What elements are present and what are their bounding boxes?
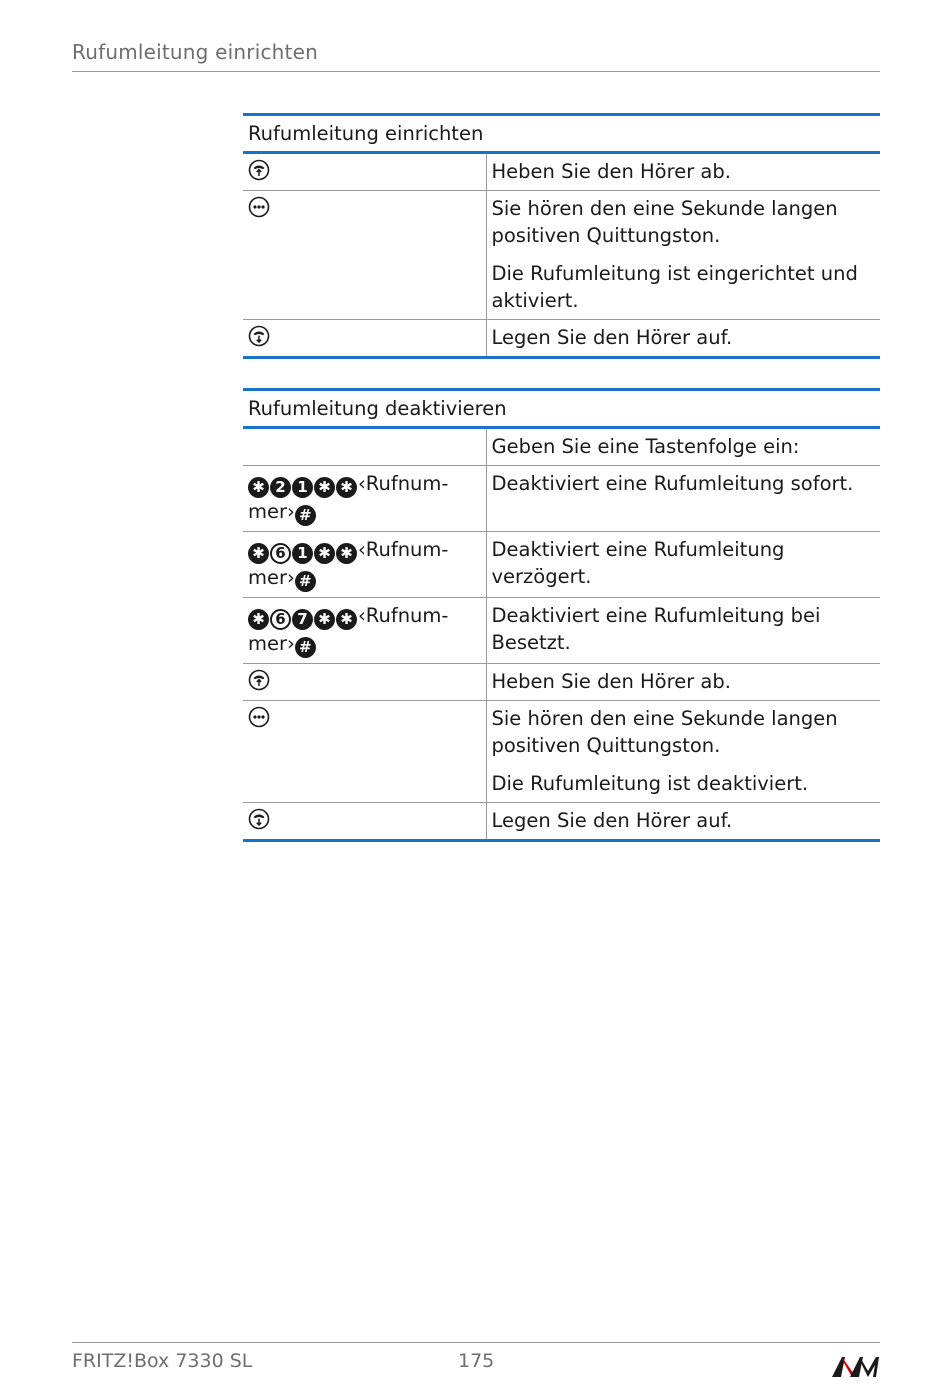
avm-logo-icon	[830, 1351, 880, 1379]
table-row: Heben Sie den Hörer ab.	[243, 664, 880, 701]
running-head	[72, 40, 880, 72]
key-sequence: ✱ 6 7 ✱ ✱ ‹Rufnum- mer› #	[243, 598, 486, 664]
key-digit-icon: 1	[292, 543, 313, 564]
tone-icon	[248, 196, 270, 218]
key-star-icon: ✱	[248, 543, 269, 564]
table-row: ✱ 6 7 ✱ ✱ ‹Rufnum- mer› # Deaktiviert eine Rufumleitung bei Besetzt.	[243, 598, 880, 664]
footer-product: FRITZ!Box 7330 SL	[72, 1350, 253, 1372]
table-row: ✱ 2 1 ✱ ✱ ‹Rufnum- mer› # Deaktiviert eine Rufumleitung sofort.	[243, 466, 880, 532]
key-digit-icon: 1	[292, 477, 313, 498]
handset-hangup-icon	[248, 808, 270, 830]
table-row: Sie hören den eine Sekunde langen positiven Quittungston. Die Rufumleitung ist eingerichtet und aktiviert.	[243, 191, 880, 320]
key-sequence: ✱ 6 1 ✱ ✱ ‹Rufnum- mer› #	[243, 532, 486, 598]
key-star-icon: ✱	[336, 609, 357, 630]
table-row: Sie hören den eine Sekunde langen positiven Quittungston. Die Rufumleitung ist deaktiviert.	[243, 701, 880, 803]
table-row: Legen Sie den Hörer auf.	[243, 803, 880, 841]
key-hash-icon: #	[295, 637, 316, 658]
key-star-icon: ✱	[314, 543, 335, 564]
table-row: Heben Sie den Hörer ab.	[243, 153, 880, 191]
key-digit-icon: 7	[292, 609, 313, 630]
key-digit-icon: 6	[270, 543, 291, 564]
handset-lift-icon	[248, 159, 270, 181]
key-star-icon: ✱	[248, 477, 269, 498]
table-row: ✱ 6 1 ✱ ✱ ‹Rufnum- mer› # Deaktiviert eine Rufumleitung verzögert.	[243, 532, 880, 598]
key-digit-icon: 2	[270, 477, 291, 498]
key-star-icon: ✱	[314, 477, 335, 498]
tone-icon	[248, 706, 270, 728]
handset-hangup-icon	[248, 325, 270, 347]
key-star-icon: ✱	[248, 609, 269, 630]
key-sequence: ✱ 2 1 ✱ ✱ ‹Rufnum- mer› #	[243, 466, 486, 532]
page-footer	[72, 1342, 880, 1372]
table-title: Rufumleitung deaktivieren	[243, 390, 880, 428]
running-head-title: Rufumleitung einrichten	[72, 40, 318, 64]
key-digit-icon: 6	[270, 609, 291, 630]
key-star-icon: ✱	[336, 543, 357, 564]
table-rufumleitung-deaktivieren	[243, 388, 880, 842]
table-row: Legen Sie den Hörer auf.	[243, 320, 880, 358]
key-star-icon: ✱	[314, 609, 335, 630]
table-title: Rufumleitung einrichten	[243, 115, 880, 153]
page-number: 175	[458, 1350, 495, 1372]
table-rufumleitung-einrichten	[243, 113, 880, 359]
table-row: Geben Sie eine Tastenfolge ein:	[243, 428, 880, 466]
key-star-icon: ✱	[336, 477, 357, 498]
key-hash-icon: #	[295, 571, 316, 592]
key-hash-icon: #	[295, 505, 316, 526]
handset-lift-icon	[248, 669, 270, 691]
